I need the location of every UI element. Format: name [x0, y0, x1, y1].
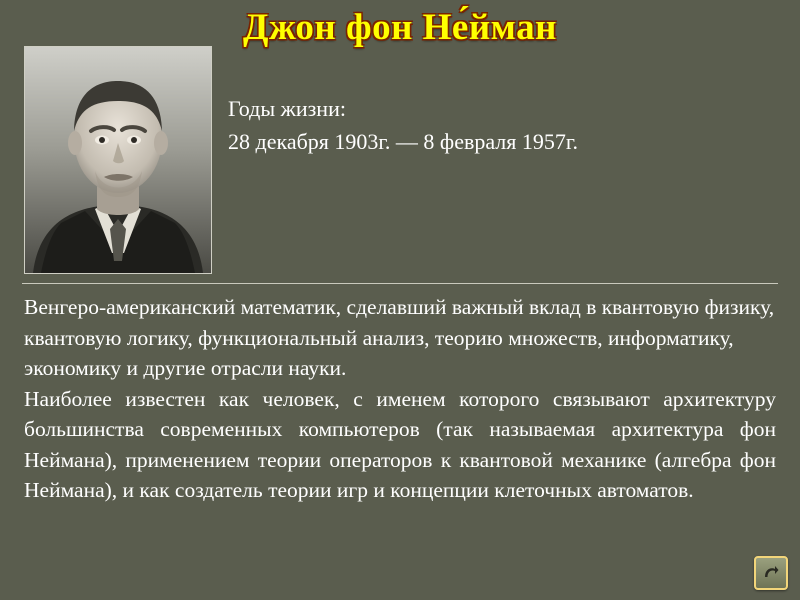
lifespan-block	[228, 92, 773, 158]
lifespan-dates: 28 декабря 1903г. — 8 февраля 1957г.	[228, 129, 578, 154]
horizontal-divider	[22, 283, 778, 284]
page-title: Джон фон Не́йман	[243, 7, 557, 48]
portrait-illustration	[25, 47, 211, 273]
next-slide-button[interactable]	[754, 556, 788, 590]
biography-text	[24, 292, 776, 506]
biography-paragraph-2: Наиболее известен как человек, с именем которого связывают архитектуру большинства современных компьютеров (так называемая архитектура фон Неймана), применением теории операторов к квантовой механике (алгебра фон Неймана), и как создатель теории игр и концепции клеточных автоматов.	[24, 386, 776, 502]
biography-paragraph-1: Венгеро-американский математик, сделавший важный вклад в квантовую физику, квантовую логику, функциональный анализ, теорию множеств, информатику, экономику и другие отрасли науки.	[24, 295, 775, 380]
portrait-photo	[24, 46, 212, 274]
turn-page-icon	[762, 564, 780, 582]
lifespan-label: Годы жизни:	[228, 96, 346, 121]
